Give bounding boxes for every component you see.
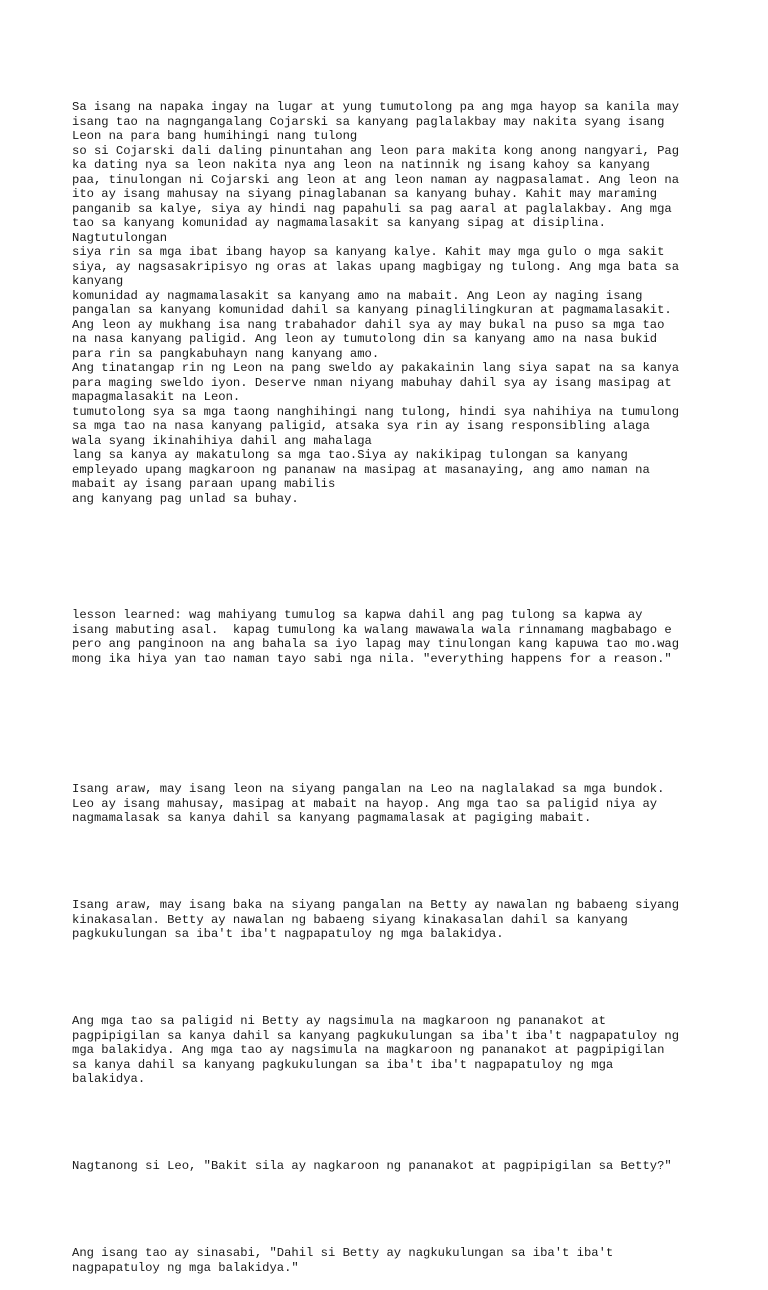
spacer: [72, 535, 712, 579]
spacer: [72, 1116, 712, 1131]
spacer: [72, 1203, 712, 1218]
spacer: [72, 695, 712, 753]
story-two-paragraph: Isang araw, may isang baka na siyang pangalan na Betty ay nawalan ng babaeng siyang kinakasalan. Betty ay nawalan ng babaeng siyang kinakasalan dahil sa kanyang pagkukulungan sa iba't iba't nagpapatuloy ng mga balakidya.: [72, 898, 680, 941]
document-page: [72, 71, 712, 1290]
story-two-paragraph: Isang araw, may isang leon na siyang pangalan na Leo na naglalakad sa mga bundok. Leo ay isang mahusay, masipag at mabait na hayop. Ang mga tao sa paligid niya ay nagmamalasak sa kanya dahil sa kanyang pagmamalasak at pagiging mabait.: [72, 782, 665, 825]
story-one-text: Sa isang na napaka ingay na lugar at yung tumutolong pa ang mga hayop sa kanila may isang tao na nagngangalang Cojarski sa kanyang paglalakbay may nakita syang isang Leon na para bang humihingi nang tulong so si Cojarski dali daling pinuntahan ang leon para makita kong anong nangyari, Pag ka dating nya sa leon nakita nya ang leon na natinnik ng isang kahoy sa kanyang paa, tinulongan ni Cojarski ang leon at ang leon naman ay nagpasalamat. Ang leon na ito ay isang mahusay na siyang pinaglabanan sa kanyang buhay. Kahit may maraming panganib sa kalye, siya ay hindi nag papahuli sa pag aaral at paglalakbay. Ang mga tao sa kanyang komunidad ay nagmamalasakit sa kanyang sipag at disiplina. Nagtutulongan siya rin sa mga ibat ibang hayop sa kanyang kalye. Kahit may mga gulo o mga sakit siya, ay nagsasakripisyo ng oras at lakas upang magbigay ng tulong. Ang mga bata sa kanyang komunidad ay nagmamalasakit sa kanyang amo na mabait. Ang Leon ay naging isang pangalan sa kanyang komunidad dahil sa kanyang pinaglilingkuran at pagmamalasakit. Ang leon ay mukhang isa nang trabahador dahil sya ay may bukal na puso sa mga tao na nasa kanyang paligid. Ang leon ay tumutolong din sa kanyang amo na nasa bukid para rin sa pangkabuhayn nang kanyang amo. Ang tinatangap rin ng Leon na pang sweldo ay pakakainin lang siya sapat na sa kanya para maging sweldo iyon. Deserve nman niyang mabuhay dahil sya ay isang masipag at mapagmalasakit na Leon. tumutolong sya sa mga taong nanghihingi nang tulong, hindi sya nahihiya na tumulong sa mga tao na nasa kanyang paligid, atsaka sya rin ay isang responsibling alaga wala syang ikinahihiya dahil ang mahalaga lang sa kanya ay makatulong sa mga tao.Siya ay nakikipag tulongan sa kanyang empleyado upang magkaroon ng pananaw na masipag at masanaying, ang amo naman na mabait ay isang paraan upang mabilis ang kanyang pag unlad sa buhay.: [72, 100, 680, 506]
story-two-paragraph: Ang mga tao sa paligid ni Betty ay nagsimula na magkaroon ng pananakot at pagpipigilan sa kanya dahil sa kanyang pagkukulungan sa iba't iba't nagpapatuloy ng mga balakidya. Ang mga tao ay nagsimula na magkaroon ng pananakot at pagpipigilan sa kanya dahil sa kanyang pagkukulungan sa iba't iba't nagpapatuloy ng mga balakidya.: [72, 1014, 680, 1086]
story-two-paragraph: Nagtanong si Leo, "Bakit sila ay nagkaroon ng pananakot at pagpipigilan sa Betty?": [72, 1159, 672, 1173]
spacer: [72, 971, 712, 986]
story-two-paragraph: Ang isang tao ay sinasabi, "Dahil si Betty ay nagkukulungan sa iba't iba't nagpapatuloy ng mga balakidya.": [72, 1246, 614, 1275]
spacer: [72, 855, 712, 870]
lesson-learned-text: lesson learned: wag mahiyang tumulog sa kapwa dahil ang pag tulong sa kapwa ay isang mabuting asal. kapag tumulong ka walang mawawala wala rinnamang magbabago e pero ang panginoon na ang bahala sa iyo lapag may tinulongan kang kapuwa tao mo.wag mong ika hiya yan tao naman tayo sabi nga nila. "everything happens for a reason.": [72, 608, 680, 666]
